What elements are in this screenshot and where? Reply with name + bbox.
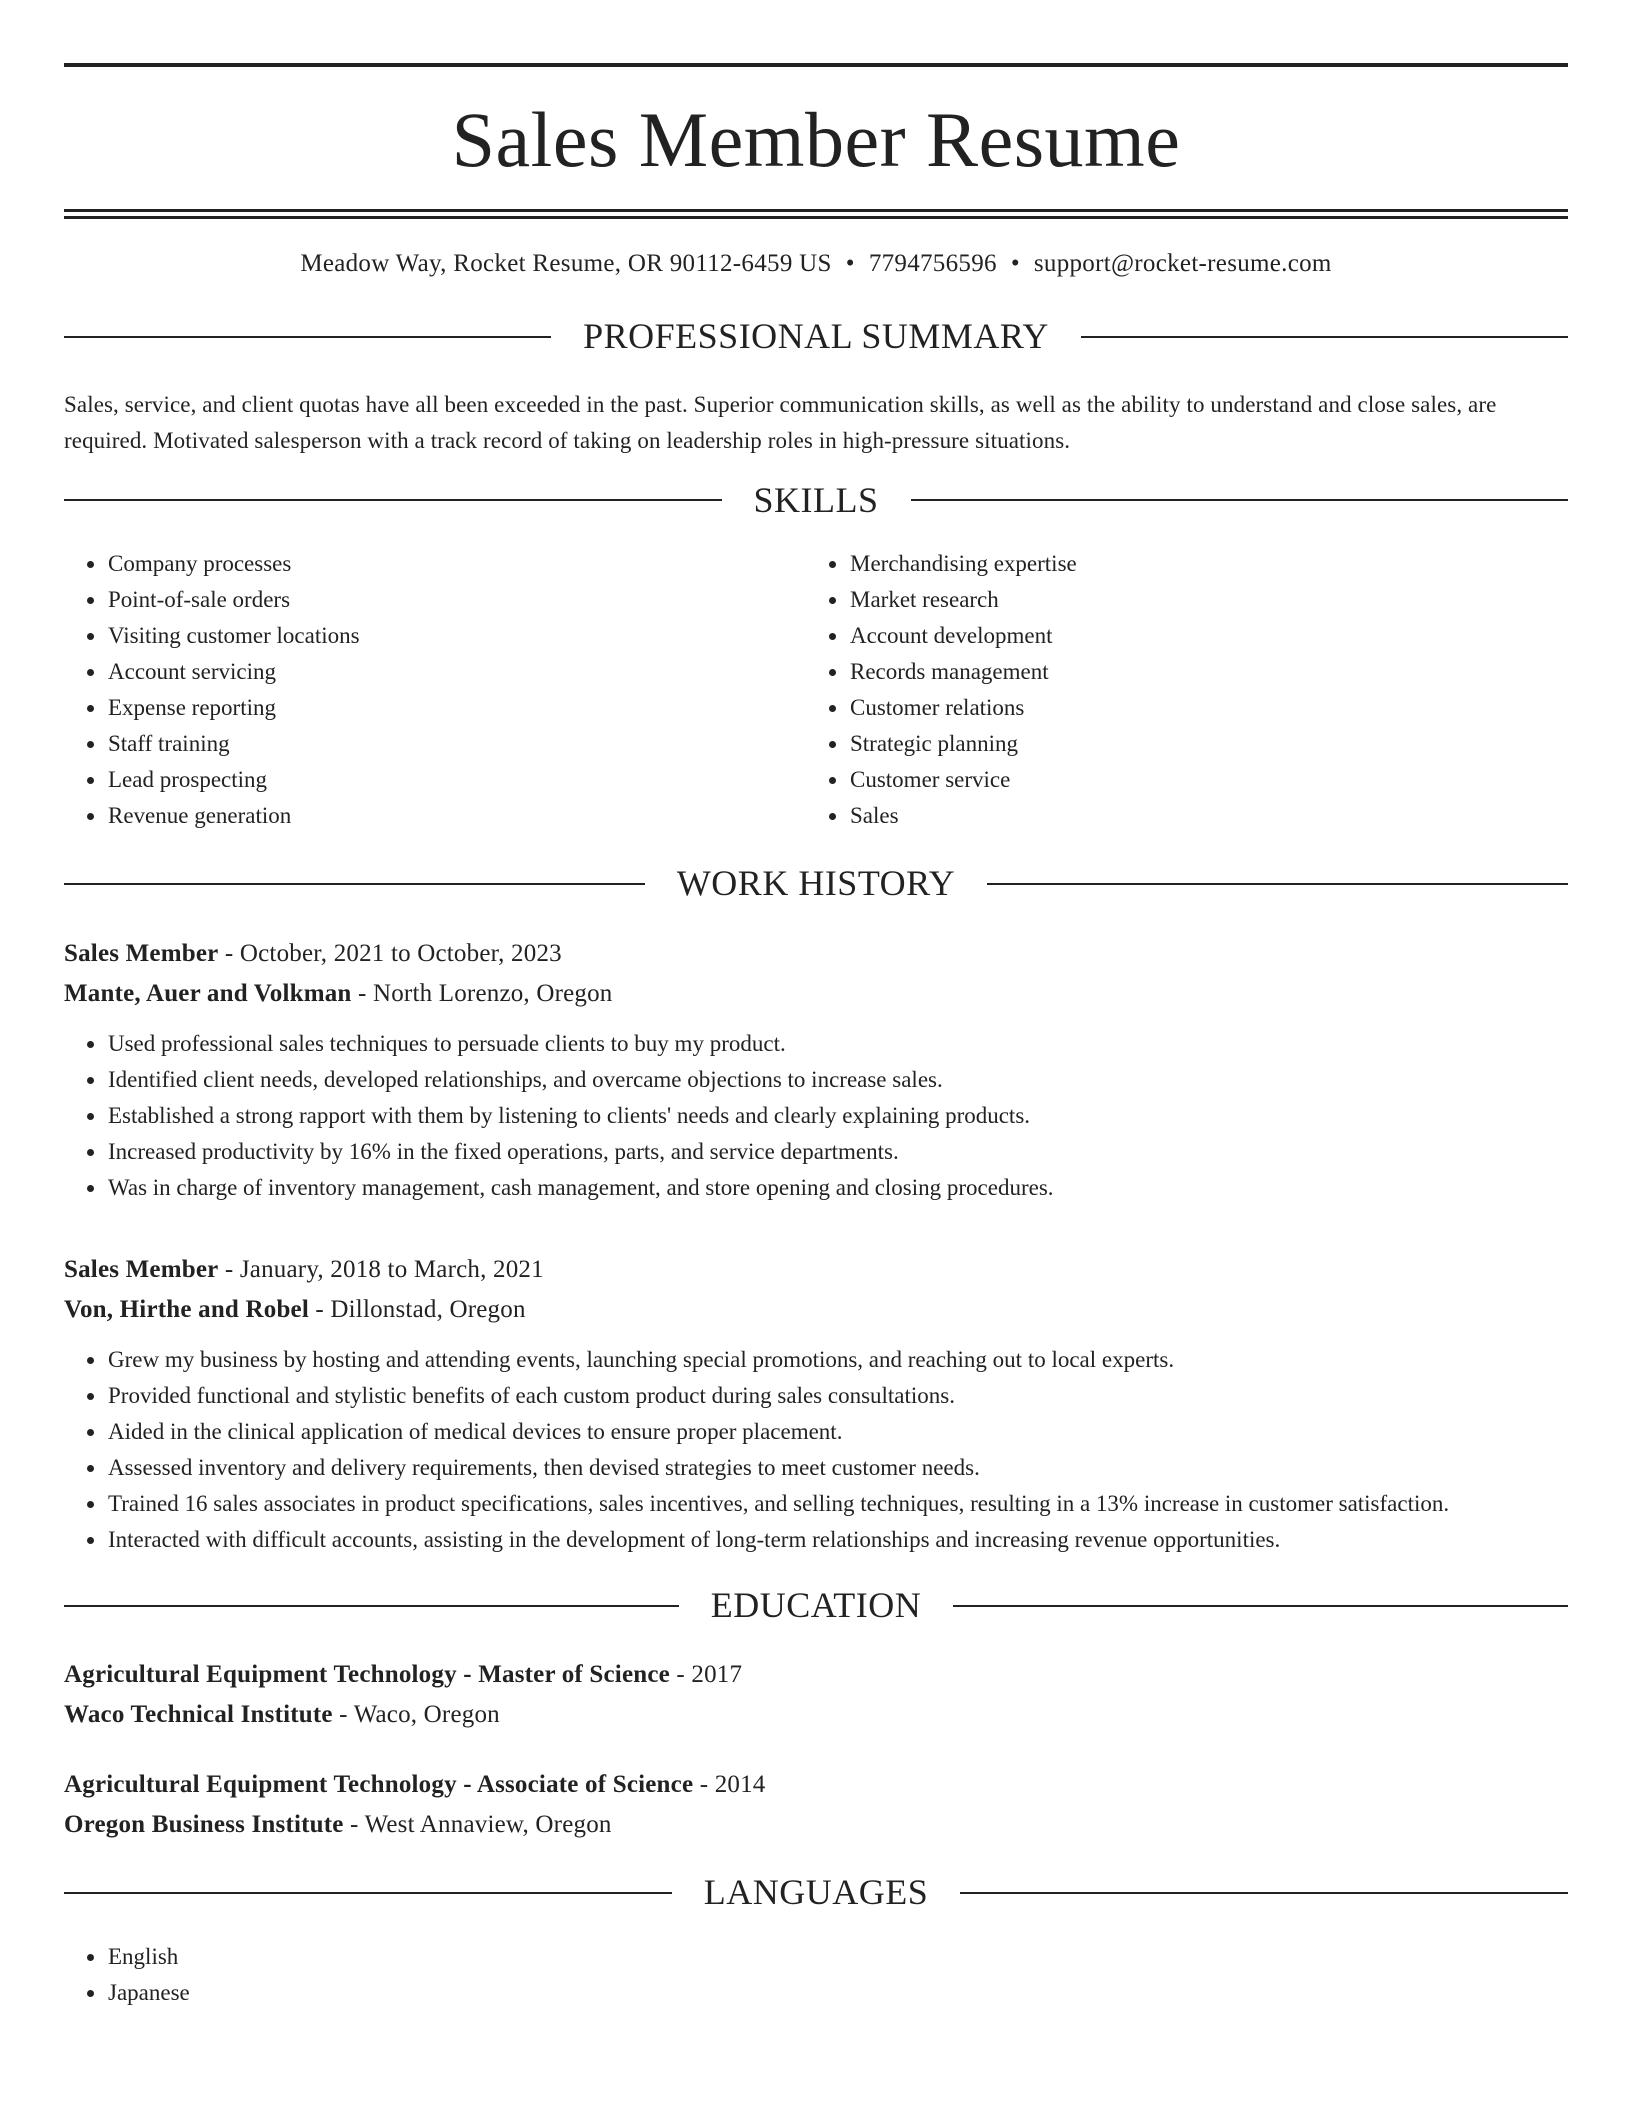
job-bullet: • Was in charge of inventory management, cash management, and store opening and closing procedures. — [107, 1170, 1568, 1206]
skill-item: • Point-of-sale orders — [107, 582, 806, 618]
section-title: SKILLS — [753, 479, 879, 520]
contact-separator: • — [845, 250, 855, 277]
job-bullet: • Established a strong rapport with them by listening to clients' needs and clearly explaining products. — [107, 1098, 1568, 1134]
contact-phone: 7794756596 — [868, 250, 997, 277]
job-entry — [64, 934, 1568, 1206]
skills-column-right — [806, 546, 1568, 834]
education-school-line — [64, 1805, 1568, 1845]
education-year: - 2017 — [669, 1661, 743, 1689]
skills-list — [64, 546, 1568, 834]
education-degree-line — [64, 1655, 1568, 1695]
skill-item: • Revenue generation — [107, 798, 806, 834]
heading-rule — [64, 1892, 672, 1894]
job-entry — [64, 1250, 1568, 1558]
heading-rule — [987, 883, 1568, 885]
skills-right-list — [806, 546, 1568, 834]
title-double-rule — [64, 209, 1568, 219]
contact-separator: • — [1010, 250, 1020, 277]
job-company: Mante, Auer and Volkman — [64, 979, 352, 1007]
skill-item: • Account development — [849, 618, 1568, 654]
job-bullets — [64, 1026, 1568, 1206]
contact-address: Meadow Way, Rocket Resume, OR 90112-6459 US — [300, 250, 832, 277]
contact-email: support@rocket-resume.com — [1033, 250, 1332, 277]
education-list — [64, 1655, 1568, 1845]
education-degree-line — [64, 1765, 1568, 1805]
heading-rule — [64, 1605, 679, 1607]
heading-rule — [960, 1892, 1568, 1894]
skill-item: • Company processes — [107, 546, 806, 582]
section-title: LANGUAGES — [703, 1872, 929, 1913]
job-dates: - October, 2021 to October, 2023 — [218, 939, 562, 967]
education-entry — [64, 1765, 1568, 1845]
education-year: - 2014 — [693, 1771, 766, 1799]
job-company-line — [64, 974, 1568, 1014]
skill-item: • Staff training — [107, 726, 806, 762]
job-bullets — [64, 1342, 1568, 1558]
section-heading-skills — [64, 481, 1568, 521]
language-item: • Japanese — [107, 1975, 1568, 2011]
education-school: Oregon Business Institute — [64, 1811, 344, 1839]
skill-item: • Strategic planning — [849, 726, 1568, 762]
section-heading-languages — [64, 1873, 1568, 1913]
job-company: Von, Hirthe and Robel — [64, 1295, 309, 1323]
job-title: Sales Member — [64, 1255, 219, 1283]
contact-line — [64, 249, 1568, 279]
heading-rule — [64, 336, 551, 338]
heading-rule — [953, 1605, 1568, 1607]
skill-item: • Market research — [849, 582, 1568, 618]
job-bullet: • Grew my business by hosting and attending events, launching special promotions, and reaching out to local experts. — [107, 1342, 1568, 1378]
languages-list — [64, 1939, 1568, 2011]
job-dates: - January, 2018 to March, 2021 — [218, 1255, 544, 1283]
skills-column-left — [64, 546, 806, 834]
languages-bullets — [64, 1939, 1568, 2011]
skill-item: • Expense reporting — [107, 690, 806, 726]
education-location: - Waco, Oregon — [332, 1701, 500, 1729]
skill-item: • Visiting customer locations — [107, 618, 806, 654]
job-bullet: • Interacted with difficult accounts, assisting in the development of long-term relationships and increasing revenue opportunities. — [107, 1522, 1568, 1558]
heading-rule — [64, 499, 722, 501]
job-bullet: • Identified client needs, developed relationships, and overcame objections to increase sales. — [107, 1062, 1568, 1098]
section-title: EDUCATION — [710, 1584, 922, 1625]
job-title-line — [64, 934, 1568, 974]
section-heading-work-history — [64, 864, 1568, 904]
job-bullet: • Increased productivity by 16% in the fixed operations, parts, and service departments. — [107, 1134, 1568, 1170]
section-heading-summary — [64, 317, 1568, 357]
education-entry — [64, 1655, 1568, 1735]
job-location: - North Lorenzo, Oregon — [351, 979, 613, 1007]
job-bullet: • Trained 16 sales associates in product specifications, sales incentives, and selling techniques, resulting in a 13% increase in customer satisfaction. — [107, 1486, 1568, 1522]
job-bullet: • Used professional sales techniques to persuade clients to buy my product. — [107, 1026, 1568, 1062]
skills-left-list — [64, 546, 806, 834]
skill-item: • Account servicing — [107, 654, 806, 690]
summary-text: Sales, service, and client quotas have all been exceeded in the past. Superior communication skills, as well as the ability to understand and close sales, are required. Motivated salesperson with a track record of taking on leadership roles in high-pressure situations. — [64, 391, 1497, 453]
page-title: Sales Member Resume — [451, 96, 1181, 183]
heading-rule — [1081, 336, 1568, 338]
job-bullet: • Aided in the clinical application of medical devices to ensure proper placement. — [107, 1414, 1568, 1450]
skill-item: • Customer relations — [849, 690, 1568, 726]
language-item: • English — [107, 1939, 1568, 1975]
job-title-line — [64, 1250, 1568, 1290]
section-heading-education — [64, 1586, 1568, 1626]
job-location: - Dillonstad, Oregon — [308, 1295, 526, 1323]
skill-item: • Records management — [849, 654, 1568, 690]
skill-item: • Sales — [849, 798, 1568, 834]
job-company-line — [64, 1290, 1568, 1330]
job-bullet: • Provided functional and stylistic benefits of each custom product during sales consultations. — [107, 1378, 1568, 1414]
education-school: Waco Technical Institute — [64, 1701, 333, 1729]
section-title: PROFESSIONAL SUMMARY — [583, 316, 1049, 356]
heading-rule — [911, 499, 1569, 501]
education-degree: Agricultural Equipment Technology - Master of Science — [64, 1661, 670, 1689]
education-location: - West Annaview, Oregon — [343, 1811, 612, 1839]
education-school-line — [64, 1695, 1568, 1735]
job-bullet: • Assessed inventory and delivery requirements, then devised strategies to meet customer needs. — [107, 1450, 1568, 1486]
heading-rule — [64, 883, 645, 885]
job-title: Sales Member — [64, 939, 219, 967]
education-degree: Agricultural Equipment Technology - Associate of Science — [64, 1771, 694, 1799]
skill-item: • Lead prospecting — [107, 762, 806, 798]
top-rule — [64, 63, 1568, 67]
section-title: WORK HISTORY — [676, 863, 956, 904]
skill-item: • Customer service — [849, 762, 1568, 798]
skill-item: • Merchandising expertise — [849, 546, 1568, 582]
